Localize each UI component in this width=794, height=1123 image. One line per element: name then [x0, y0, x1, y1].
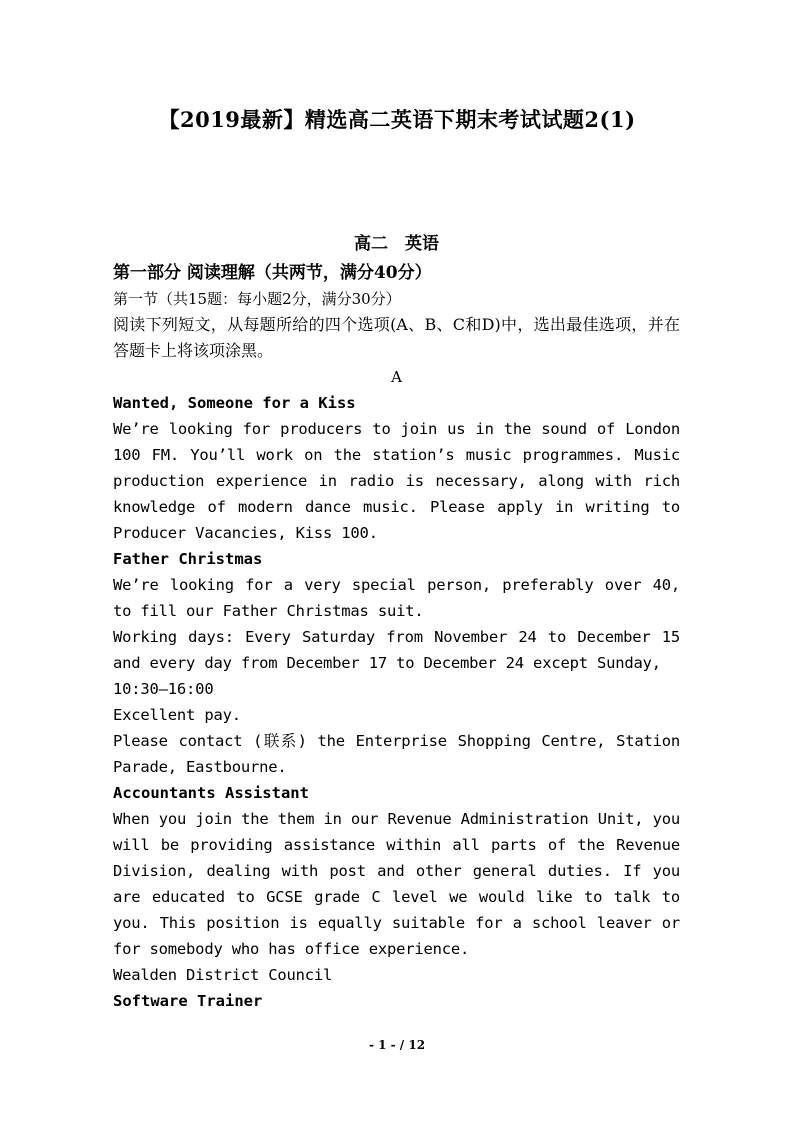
ad-employer: Wealden District Council: [113, 966, 333, 984]
subject-heading: 高二 英语: [354, 234, 439, 254]
document-body: [113, 228, 680, 1014]
instructions: 阅读下列短文，从每题所给的四个选项(A、B、C和D)中，选出最佳选项，并在答题卡上将该项涂黑。: [113, 315, 680, 360]
ad-paragraph: We’re looking for a very special person, preferably over 40, to fill our Father Christmas suit.: [113, 576, 680, 620]
ad-title: Wanted, Someone for a Kiss: [113, 394, 356, 412]
page-footer: - 1 - / 12: [368, 1038, 426, 1052]
section-heading: 第一节（共15题：每小题2分，满分30分）: [113, 290, 401, 308]
ad-working-hours: 10:30—16:00: [113, 680, 214, 698]
ad-paragraph: Working days: Every Saturday from November 24 to December 15 and every day from December 17 to December 24 except Sunday,: [113, 628, 680, 672]
passage-letter: A: [391, 368, 402, 386]
ad-paragraph: When you join the them in our Revenue Administration Unit, you will be providing assistance within all parts of the Revenue Division, dealing with post and other general duties. If you are educated to GCSE grade C level we would like to talk to you. This position is equally suitable for a school leaver or for somebody who has office experience.: [113, 810, 680, 958]
ad-contact: Please contact (联系) the Enterprise Shopping Centre, Station Parade, Eastbourne.: [113, 732, 680, 776]
part-heading: 第一部分 阅读理解（共两节，满分40分）: [113, 263, 432, 283]
document-title: 【2019最新】精选高二英语下期末考试试题2(1): [158, 107, 636, 132]
ad-pay: Excellent pay.: [113, 706, 241, 724]
ad-paragraph: We’re looking for producers to join us in the sound of London 100 FM. You’ll work on the station’s music programmes. Music production experience in radio is necessary, along with rich knowledge of modern dance music. Please apply in writing to Producer Vacancies, Kiss 100.: [113, 420, 680, 542]
ad-title: Accountants Assistant: [113, 784, 309, 802]
ad-title: Father Christmas: [113, 550, 263, 568]
ad-title: Software Trainer: [113, 992, 263, 1010]
